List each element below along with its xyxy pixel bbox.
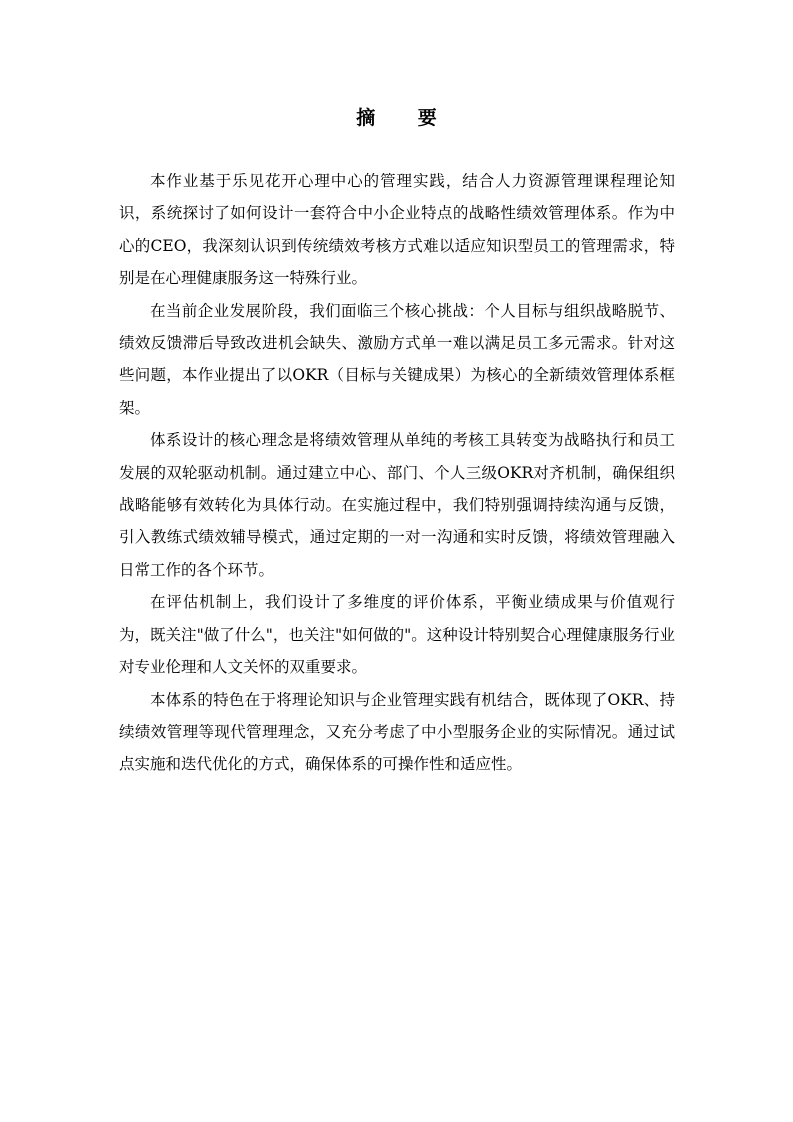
paragraph: 本作业基于乐见花开心理中心的管理实践，结合人力资源管理课程理论知识，系统探讨了如何设计一套符合中小企业特点的战略性绩效管理体系。作为中心的CEO，我深刻认识到传统绩效考核方式难以适应知识型员工的管理需求，特别是在心理健康服务这一特殊行业。 [119,172,675,288]
paragraph: 体系设计的核心理念是将绩效管理从单纯的考核工具转变为战略执行和员工发展的双轮驱动机制。通过建立中心、部门、个人三级OKR对齐机制，确保组织战略能够有效转化为具体行动。在实施过程中，我们特别强调持续沟通与反馈，引入教练式绩效辅导模式，通过定期的一对一沟通和实时反馈，将绩效管理融入日常工作的各个环节。 [119,431,675,579]
paragraph: 在评估机制上，我们设计了多维度的评价体系，平衡业绩成果与价值观行为，既关注"做了什么"，也关注"如何做的"。这种设计特别契合心理健康服务行业对专业伦理和人文关怀的双重要求。 [119,593,675,677]
paragraph: 本体系的特色在于将理论知识与企业管理实践有机结合，既体现了OKR、持续绩效管理等现代管理理念，又充分考虑了中小型服务企业的实际情况。通过试点实施和迭代优化的方式，确保体系的可操作性和适应性。 [119,690,675,774]
abstract-body [119,165,675,781]
page-title: 摘 要 [356,107,455,129]
paragraph: 在当前企业发展阶段，我们面临三个核心挑战：个人目标与组织战略脱节、绩效反馈滞后导致改进机会缺失、激励方式单一难以满足员工多元需求。针对这些问题，本作业提出了以OKR（目标与关键成果）为核心的全新绩效管理体系框架。 [119,301,675,417]
